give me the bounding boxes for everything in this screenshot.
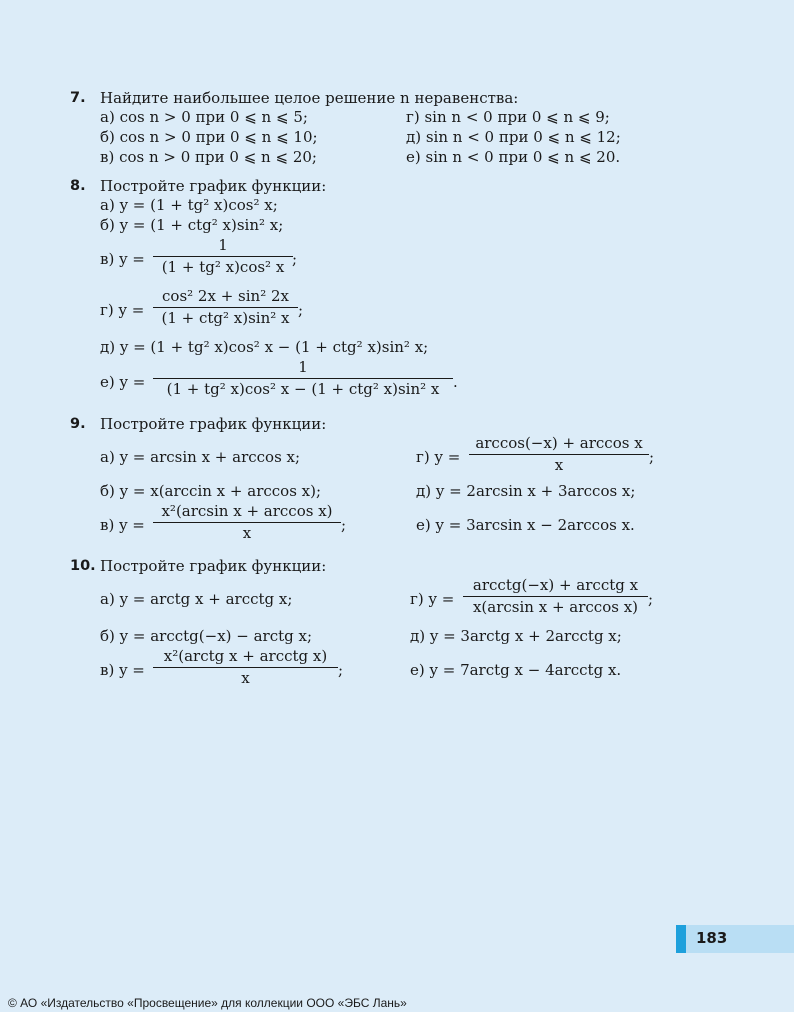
- exercise-9-title: Постройте график функции:: [100, 415, 327, 433]
- exercise-10-title: Постройте график функции:: [100, 557, 327, 575]
- punctuation: ;: [648, 590, 654, 608]
- exercise-10-g-fraction: [463, 576, 648, 617]
- exercise-8-g-label: г) y =: [100, 301, 145, 319]
- fraction-denominator: x: [241, 669, 250, 687]
- exercise-9-e: е) y = 3arcsin x − 2arccos x.: [416, 516, 635, 534]
- page-number-box: [676, 925, 794, 953]
- fraction-numerator: 1: [218, 236, 228, 254]
- fraction-denominator: x: [554, 456, 564, 474]
- punctuation: ;: [649, 448, 655, 466]
- exercise-10-b: б) y = arcctg(−x) − arctg x;: [100, 627, 313, 645]
- exercise-10-g-label: г) y =: [410, 590, 455, 608]
- exercise-7-b: б) cos n > 0 при 0 ⩽ n ⩽ 10;: [100, 128, 318, 146]
- fraction-numerator: arccos(−x) + arccos x: [475, 434, 643, 452]
- exercise-10-a: а) y = arctg x + arcctg x;: [100, 590, 293, 608]
- punctuation: ;: [292, 250, 298, 268]
- exercise-7-a: а) cos n > 0 при 0 ⩽ n ⩽ 5;: [100, 108, 308, 126]
- exercise-9-v-fraction: [153, 502, 341, 543]
- page-number: 183: [696, 929, 728, 947]
- fraction-denominator: x(arcsin x + arccos x): [472, 598, 639, 616]
- exercise-9-number: 9.: [70, 416, 86, 432]
- exercise-8-e-fraction: [153, 358, 453, 399]
- exercise-9-d: д) y = 2arcsin x + 3arccos x;: [416, 482, 636, 500]
- fraction-numerator: 1: [298, 358, 308, 376]
- exercise-9-g-label: г) y =: [416, 448, 461, 466]
- exercise-7-g: г) sin n < 0 при 0 ⩽ n ⩽ 9;: [406, 108, 610, 126]
- exercise-7-v: в) cos n > 0 при 0 ⩽ n ⩽ 20;: [100, 148, 317, 166]
- exercise-10-v-label: в) y =: [100, 661, 145, 679]
- exercise-8-d: д) y = (1 + tg² x)cos² x − (1 + ctg² x)sin² x;: [100, 338, 429, 356]
- punctuation: ;: [341, 516, 347, 534]
- fraction-numerator: x²(arcsin x + arccos x): [161, 502, 333, 520]
- punctuation: .: [453, 373, 458, 391]
- fraction-denominator: x: [242, 524, 252, 542]
- copyright-footer: © АО «Издательство «Просвещение» для коллекции ООО «ЭБС Лань»: [8, 996, 407, 1010]
- page-marker: [676, 925, 686, 953]
- exercise-10-number: 10.: [70, 558, 96, 574]
- exercise-9-b: б) y = x(arccin x + arccos x);: [100, 482, 322, 500]
- exercise-10-d: д) y = 3arctg x + 2arcctg x;: [410, 627, 622, 645]
- punctuation: ;: [298, 301, 304, 319]
- fraction-denominator: (1 + tg² x)cos² x − (1 + ctg² x)sin² x: [166, 380, 440, 398]
- exercise-8-e-label: е) y =: [100, 373, 146, 391]
- exercise-9-g-fraction: [469, 434, 649, 475]
- exercise-9-v-label: в) y =: [100, 516, 145, 534]
- fraction-numerator: cos² 2x + sin² 2x: [162, 287, 289, 305]
- fraction-denominator: (1 + ctg² x)sin² x: [161, 309, 290, 327]
- exercise-8-title: Постройте график функции:: [100, 177, 327, 195]
- exercise-8-g-fraction: [153, 287, 298, 328]
- exercise-8-v-fraction: [153, 236, 293, 277]
- punctuation: ;: [338, 661, 344, 679]
- exercise-10-e: е) y = 7arctg x − 4arcctg x.: [410, 661, 622, 679]
- exercise-8-number: 8.: [70, 178, 86, 194]
- exercise-9-a: а) y = arcsin x + arccos x;: [100, 448, 301, 466]
- exercise-8-a: а) y = (1 + tg² x)cos² x;: [100, 196, 278, 214]
- exercise-7-title: Найдите наибольшее целое решение n неравенства:: [100, 89, 519, 107]
- exercise-10-v-fraction: [153, 647, 338, 688]
- exercise-7-number: 7.: [70, 90, 86, 106]
- exercise-7-d: д) sin n < 0 при 0 ⩽ n ⩽ 12;: [406, 128, 621, 146]
- exercise-8-v-label: в) y =: [100, 250, 145, 268]
- fraction-numerator: arcctg(−x) + arcctg x: [472, 576, 639, 594]
- fraction-numerator: x²(arctg x + arcctg x): [163, 647, 328, 665]
- exercise-7-e: е) sin n < 0 при 0 ⩽ n ⩽ 20.: [406, 148, 621, 166]
- fraction-denominator: (1 + tg² x)cos² x: [161, 258, 285, 276]
- exercise-8-b: б) y = (1 + ctg² x)sin² x;: [100, 216, 284, 234]
